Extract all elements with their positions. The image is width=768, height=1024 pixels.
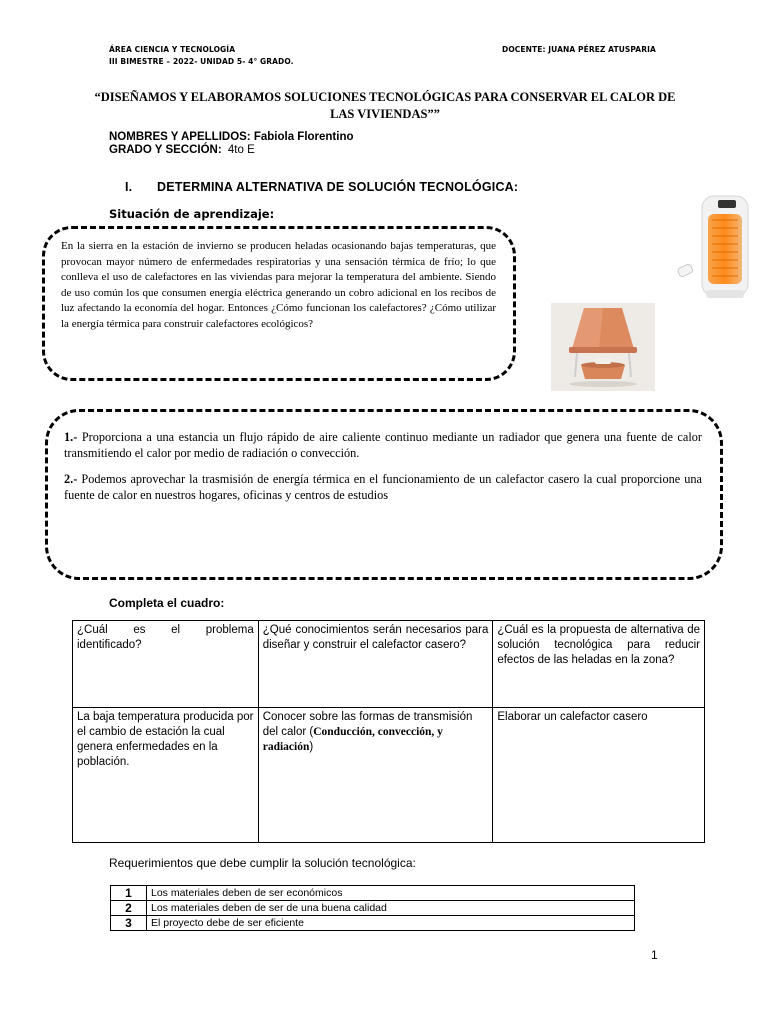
alternative-2 (64, 472, 702, 503)
table-row (73, 708, 705, 843)
clay-pot-heater-icon (551, 303, 655, 391)
knowledge-bold: Conducción, convección, y radiación (262, 726, 443, 753)
student-names-field (109, 131, 354, 144)
requirement-number: 1 (111, 886, 147, 901)
knowledge-prefix: Conocer sobre las formas de transmisión del calor ( (262, 711, 473, 738)
table-row (111, 901, 635, 916)
header-area: ÁREA CIENCIA Y TECNOLOGÍA (109, 45, 236, 54)
situation-text: En la sierra en la estación de invierno se producen heladas ocasionando bajas temperaturas, que provocan mayor número de enfermedades respiratorias y una sensación térmica de frío; lo que conlleva el uso de calefactores en las viviendas para mejorar la temperatura del ambiente. Siendo de uso común los que consumen energía eléctrica generando un cobro adicional en los recibos de luz afectando la economía del hogar. Entonces ¿Cómo funcionan los calefactores? ¿Cómo utilizar la energía térmica para construir calefactores ecológicos? (61, 240, 496, 330)
section-number: I. (125, 180, 133, 194)
student-grade-field (109, 144, 255, 157)
student-names-label: NOMBRES Y APELLIDOS: (109, 131, 251, 143)
table-heading: Completa el cuadro: (109, 596, 225, 610)
student-grade-label: GRADO Y SECCIÓN: (109, 144, 222, 156)
alternative-2-number: 2.- (64, 472, 78, 486)
student-grade-value: 4to E (227, 144, 255, 156)
section-title: DETERMINA ALTERNATIVA DE SOLUCIÓN TECNOLÓGICA: (157, 180, 519, 194)
table-row (111, 886, 635, 901)
electric-heater-icon (666, 186, 760, 304)
table-cell-knowledge (258, 708, 493, 843)
table-header-row (73, 621, 705, 708)
analysis-table (72, 620, 705, 843)
electric-heater-image (666, 186, 760, 304)
clay-pot-heater-image (551, 303, 655, 391)
title-line-1: “DISEÑAMOS Y ELABORAMOS SOLUCIONES TECNOLÓGICAS PARA CONSERVAR EL CALOR DE (94, 90, 676, 104)
requirements-table (110, 885, 635, 931)
alternative-2-text: Podemos aprovechar la trasmisión de energía térmica en el funcionamiento de un calefactor casero la cual proporcione una fuente de calor en nuestros hogares, oficinas y centros de estudios (64, 472, 702, 502)
knowledge-suffix: ) (309, 741, 314, 753)
requirement-text: Los materiales deben de ser económicos (147, 886, 635, 901)
requirements-heading: Requerimientos que debe cumplir la solución tecnológica: (109, 856, 416, 870)
requirement-text: El proyecto debe de ser eficiente (147, 916, 635, 931)
table-header-problem: ¿Cuál es el problema identificado? (73, 621, 259, 708)
alternative-1-number: 1.- (64, 430, 78, 444)
requirement-number: 2 (111, 901, 147, 916)
header-period: III BIMESTRE – 2022- UNIDAD 5- 4° GRADO. (109, 57, 294, 66)
requirement-number: 3 (111, 916, 147, 931)
table-cell-problem: La baja temperatura producida por el cambio de estación la cual genera enfermedades en la población. (73, 708, 259, 843)
table-header-proposal: ¿Cuál es la propuesta de alternativa de solución tecnológica para reducir efectos de las heladas en la zona? (493, 621, 705, 708)
title-line-2: LAS VIVIENDAS”” (330, 107, 440, 121)
student-names-value: Fabiola Florentino (253, 131, 354, 143)
table-row (111, 916, 635, 931)
situation-heading: Situación de aprendizaje: (109, 207, 275, 221)
header-teacher: DOCENTE: JUANA PÉREZ ATUSPARIA (502, 45, 656, 54)
page-title (90, 89, 680, 123)
alternative-1 (64, 430, 702, 461)
table-header-knowledge: ¿Qué conocimientos serán necesarios para diseñar y construir el calefactor casero? (258, 621, 493, 708)
alternative-1-text: Proporciona a una estancia un flujo rápido de aire caliente continuo mediante un radiador que genera una fuente de calor transmitiendo el calor por medio de radiación o convección. (64, 430, 702, 460)
table-cell-proposal: Elaborar un calefactor casero (493, 708, 705, 843)
page-number: 1 (651, 948, 658, 962)
requirement-text: Los materiales deben de ser de una buena calidad (147, 901, 635, 916)
